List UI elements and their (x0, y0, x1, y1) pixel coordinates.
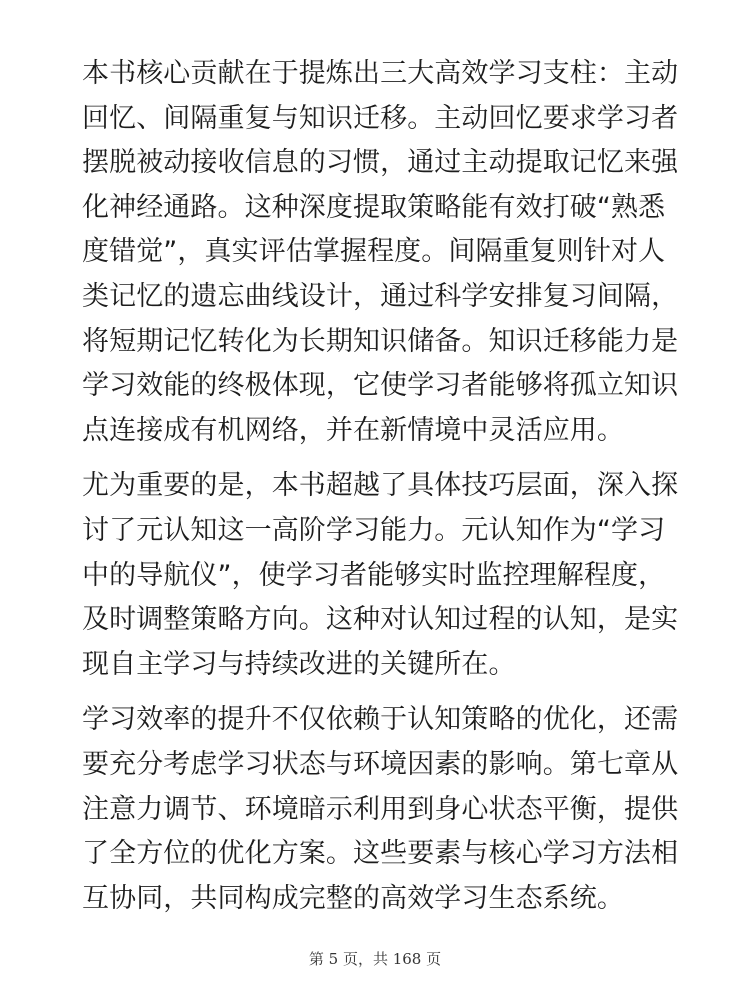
text-line: 回忆、间隔重复与知识迁移。主动回忆要求学习者 (82, 102, 679, 134)
text-line: 注意力调节、环境暗示利用到身心状态平衡，提供 (82, 793, 679, 825)
text-line: 讨了元认知这一高阶学习能力。元认知作为“学习 (82, 514, 666, 546)
paragraph-2 (82, 464, 679, 687)
text-line: 学习效率的提升不仅依赖于认知策略的优化，还需 (82, 704, 679, 736)
text-line: 学习效能的终极体现，它使学习者能够将孤立知识 (82, 370, 679, 402)
body-text (82, 52, 679, 932)
text-line: 互协同，共同构成完整的高效学习生态系统。 (82, 882, 624, 914)
text-line: 及时调整策略方向。这种对认知过程的认知，是实 (82, 604, 679, 636)
text-line: 本书核心贡献在于提炼出三大高效学习支柱：主动 (82, 58, 679, 89)
text-line: 度错觉”，真实评估掌握程度。间隔重复则针对人 (82, 236, 666, 268)
text-line: 摆脱被动接收信息的习惯，通过主动提取记忆来强 (82, 147, 679, 179)
text-line: 类记忆的遗忘曲线设计，通过科学安排复习间隔， (82, 280, 679, 312)
text-line: 点连接成有机网络，并在新情境中灵活应用。 (82, 414, 624, 446)
text-line: 现自主学习与持续改进的关键所在。 (82, 648, 516, 680)
paragraph-3 (82, 698, 679, 921)
text-line: 化神经通路。这种深度提取策略能有效打破“熟悉 (82, 191, 666, 223)
page-number-footer: 第 5 页，共 168 页 (308, 950, 442, 968)
text-line: 尤为重要的是，本书超越了具体技巧层面，深入探 (82, 470, 679, 502)
text-line: 了全方位的优化方案。这些要素与核心学习方法相 (82, 838, 679, 870)
paragraph-1 (82, 52, 679, 453)
text-line: 将短期记忆转化为长期知识储备。知识迁移能力是 (82, 325, 679, 357)
text-line: 中的导航仪”，使学习者能够实时监控理解程度， (82, 559, 666, 591)
text-line: 要充分考虑学习状态与环境因素的影响。第七章从 (82, 748, 679, 780)
